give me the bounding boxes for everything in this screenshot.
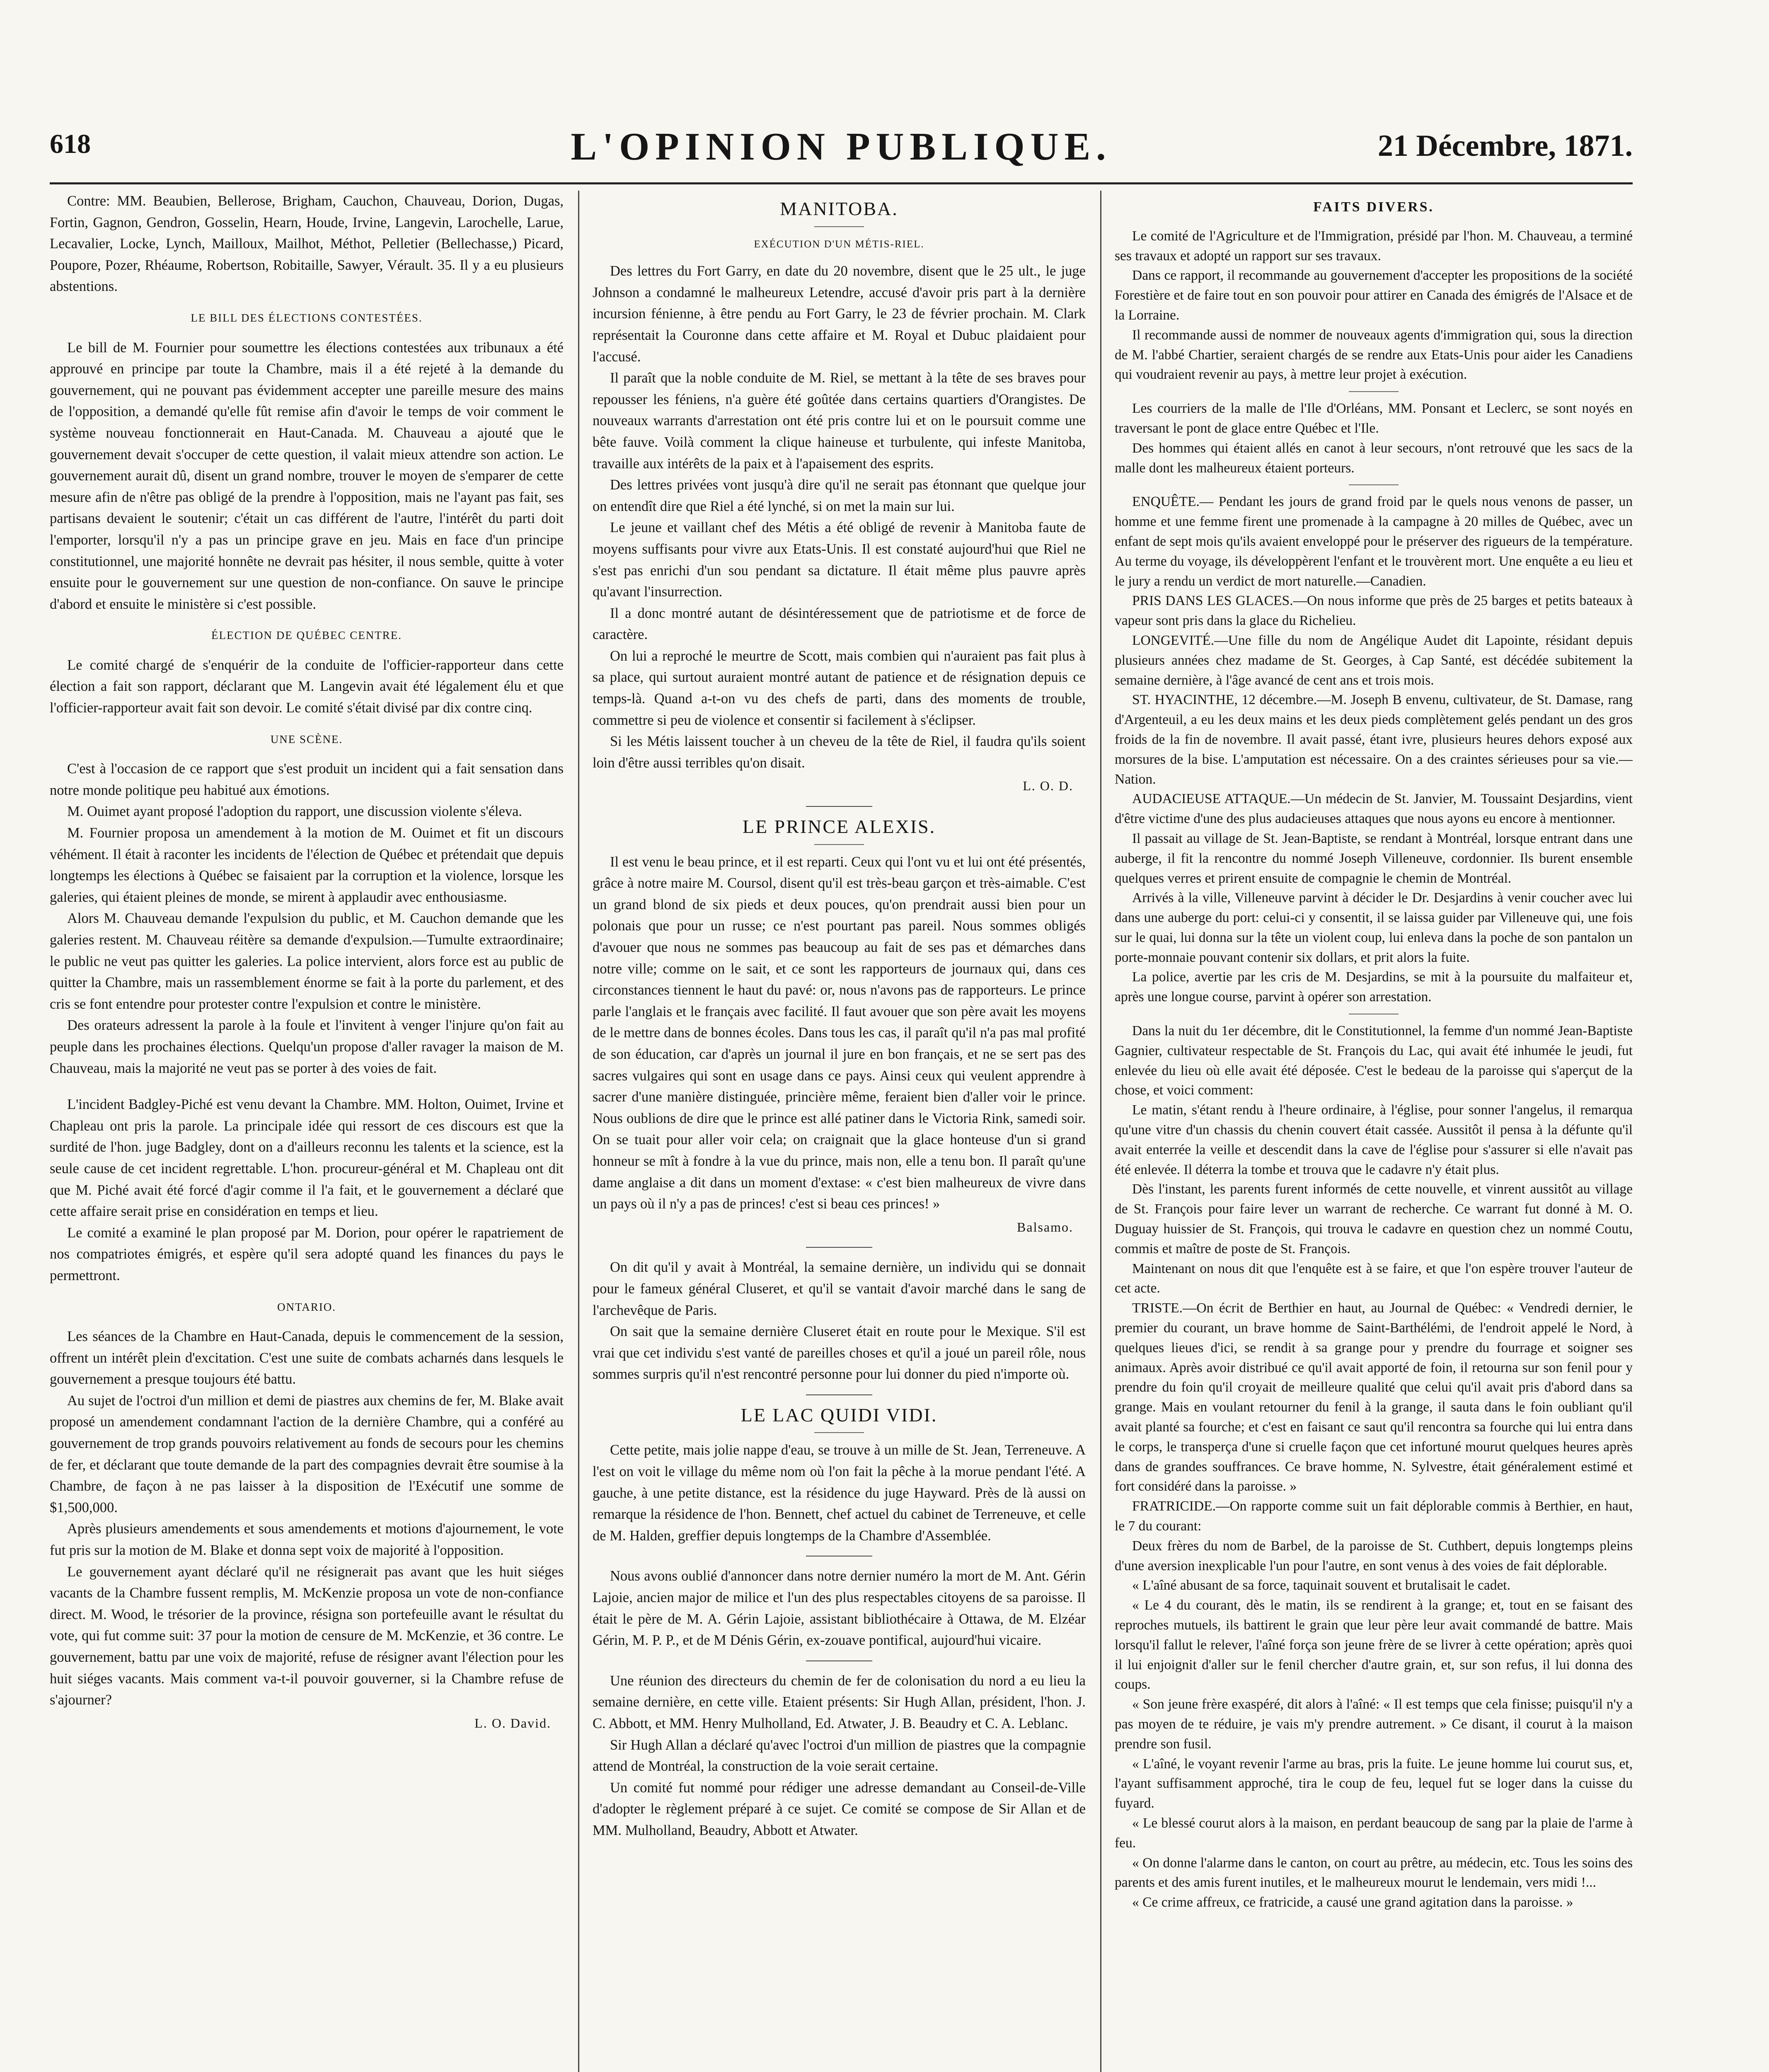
masthead	[50, 120, 1633, 178]
paragraph: Dans la nuit du 1er décembre, dit le Constitutionnel, la femme d'un nommé Jean-Baptiste Gagnier, cultivateur respectable de St. François du Lac, qui avait été inhumée le jeudi, fut enlevée du lieu où elle avait été déposée. C'est le bedeau de la paroisse qui s'aperçut de la chose, et voici comment:	[1115, 1023, 1633, 1098]
section-heading: LE LAC QUIDI VIDI.	[741, 1404, 938, 1426]
section-heading: LE BILL DES ÉLECTIONS CONTESTÉES.	[191, 311, 423, 324]
column-divider	[1100, 191, 1101, 2072]
page-number: 618	[50, 129, 91, 159]
paragraph: Sir Hugh Allan a déclaré qu'avec l'octroi d'un million de piastres que la compagnie attend de Montréal, la construction de la voie serait certaine.	[593, 1737, 1086, 1774]
paragraph: Le gouvernement ayant déclaré qu'il ne résignerait pas avant que les huit siéges vacants de la Chambre fussent remplis, M. McKenzie proposa un vote de non-confiance direct. M. Wood, le trésorier de la province, résigna son portefeuille avant le résultat du vote, qui fut comme suit: 37 pour la motion de censure de M. McKenzie, et 36 contre. Le gouvernement, battu par une voix de majorité, refuse de résigner avant l'élection pour les huit siéges vacants. Mais comment va-t-il pouvoir gouverner, si la Chambre refuse de s'ajourner?	[50, 1564, 564, 1708]
section-subheading: EXÉCUTION D'UN MÉTIS-RIEL.	[754, 238, 924, 250]
paragraph: M. Fournier proposa un amendement à la motion de M. Ouimet et fit un discours véhément. Il était à raconter les incidents de l'élection de Québec et prétendait que depuis longtemps les élections à Québec se faisaient par la corruption et la violence, lorsque les galeries, qui étaient pleines de monde, se mirent à applaudir avec enthousiasme.	[50, 825, 564, 905]
paragraph: Au sujet de l'octroi d'un million et demi de piastres aux chemins de fer, M. Blake avait proposé un amendement condamnant l'action de la dernière Chambre, qui a conféré au gouvernement de trop grands pouvoirs relativement au fonds de secours pour les chemins de fer, et déclarant que toute demande de la part des compagnies devrait être soumise à la Chambre, de façon à ne pas laisser à la disposition de l'Exécutif une somme de $1,500,000.	[50, 1392, 564, 1515]
paragraph: « Ce crime affreux, ce fratricide, a causé une grand agitation dans la paroisse. »	[1132, 1895, 1573, 1910]
paragraph: L'incident Badgley-Piché est venu devant la Chambre. MM. Holton, Ouimet, Irvine et Chapleau ont pris la parole. La principale idée qui ressort de ces discours est que la surdité de l'hon. juge Badgley, dont on a d'ailleurs reconnu les talents et la science, est la seule cause de cet incident regrettable. L'hon. procureur-général et M. Chapleau ont dit que M. Piché avait été forcé d'agir comme il l'a fait, et le gouvernement a déclaré que cette affaire serait prise en considération en temps et lieu.	[50, 1097, 564, 1220]
paragraph: Si les Métis laissent toucher à un cheveu de la tête de Riel, il faudra qu'ils soient loin d'être aussi terribles qu'on disait.	[593, 733, 1086, 771]
paragraph: Le comité chargé de s'enquérir de la conduite de l'officier-rapporteur dans cette élection a fait son rapport, déclarant que M. Langevin avait été légalement élu et que l'officier-rapporteur avait fait son devoir. Le comité s'était divisé par dix contre cinq.	[50, 657, 564, 716]
paragraph: AUDACIEUSE ATTAQUE.—Un médecin de St. Janvier, M. Toussaint Desjardins, vient d'être victime d'une des plus audacieuses attaques que nous ayons eu encore à mentionner.	[1115, 791, 1633, 827]
paragraph: Les séances de la Chambre en Haut-Canada, depuis le commencement de la session, offrent un intérêt plein d'excitation. C'est une suite de combats acharnés dans lesquels le gouvernement a presque toujours été battu.	[50, 1329, 564, 1387]
section-heading: FAITS DIVERS.	[1313, 199, 1434, 215]
paragraph: Des hommes qui étaient allés en canot à leur secours, n'ont retrouvé que les sacs de la malle dont les malheureux étaient porteurs.	[1115, 440, 1633, 476]
section-heading: ONTARIO.	[277, 1300, 336, 1313]
paragraph: Le matin, s'étant rendu à l'heure ordinaire, à l'église, pour sonner l'angelus, il remarqua qu'une vitre d'un chassis du chenin couvert était cassée. Aussitôt il pensa à la défunte qu'il avait enterrée la veille et descendit dans la cave de l'église pour s'assurer si elle n'avait pas été enlevée. Il déterra la tombe et trouva que le cadavre n'y était plus.	[1115, 1102, 1633, 1177]
paragraph: Il passait au village de St. Jean-Baptiste, se rendant à Montréal, lorsque entrant dans une auberge, il fit la rencontre du nommé Joseph Villeneuve, cordonnier. Ils burent ensemble quelques verres et prirent ensuite de compagnie le chemin de Montréal.	[1115, 830, 1633, 886]
paragraph: TRISTE.—On écrit de Berthier en haut, au Journal de Québec: « Vendredi dernier, le premier du courant, un brave homme de Saint-Barthélémi, de l'endroit appelé le Nord, à quelques lieues d'ici, se rendit à sa grange pour y prendre du fourrage et soigner ses animaux. Après avoir distribué ce qu'il avait apporté de foin, il retourna sur son fenil pour y prendre du foin qu'il croyait de meilleure qualité que celui qu'il avait pris d'abord dans sa grange. Mais en voulant retourner du fenil à la grange, il sauta dans le foin oubliant qu'il avait planté sa fourche; et c'est en faisant ce saut qu'il rencontra sa fourche qui lui entra dans le corps, le transperça d'une si cruelle façon que cet infortuné mourut quelques heures après dans de grandes souffrances. Ce brave homme, N. Sylvestre, était généralement estimé et fort considéré dans la paroisse. »	[1115, 1300, 1633, 1494]
column-1	[50, 191, 564, 2072]
paragraph: Après plusieurs amendements et sous amendements et motions d'ajournement, le vote fut pris sur la motion de M. Blake et donna sept voix de majorité à l'opposition.	[50, 1521, 564, 1559]
section-heading: ÉLECTION DE QUÉBEC CENTRE.	[211, 629, 402, 642]
column-divider	[578, 191, 579, 2072]
paragraph: Des orateurs adressent la parole à la foule et l'invitent à venger l'injure qu'on fait au peuple dans les prochaines élections. Quelqu'un propose d'aller ravager la maison de M. Chauveau, mais la majorité ne veut pas se porter à des voies de fait.	[50, 1017, 564, 1076]
paragraph: Dès l'instant, les parents furent informés de cette nouvelle, et vinrent aussitôt au village de St. François pour faire lever un warrant de recherche. Ce warrant fut donné à M. O. Duguay huissier de St. François, qui trouva le cadavre en question chez un nommé Coutu, commis et maître de poste de St. François.	[1115, 1181, 1633, 1256]
paragraph: Deux frères du nom de Barbel, de la paroisse de St. Cuthbert, depuis longtemps pleins d'une aversion inexplicable l'un pour l'autre, en sont venus à des voies de fait déplorable.	[1115, 1538, 1633, 1573]
paragraph: « On donne l'alarme dans le canton, on court au prêtre, au médecin, etc. Tous les soins des parents et des amis furent inutiles, et le malheureux mourut le lendemain, vers midi !...	[1115, 1855, 1633, 1890]
paragraph: Le jeune et vaillant chef des Métis a été obligé de revenir à Manitoba faute de moyens suffisants pour vivre aux Etats-Unis. Il est constaté aujourd'hui que Riel ne s'est pas enrichi d'un sou pendant sa dictature. Il était même plus pauvre après qu'avant l'insurrection.	[593, 520, 1086, 600]
paragraph: Une réunion des directeurs du chemin de fer de colonisation du nord a eu lieu la semaine dernière, en cette ville. Etaient présents: Sir Hugh Allan, président, l'hon. J. C. Abbott, et MM. Henry Mulholland, Ed. Atwater, J. B. Beaudry et C. A. Leblanc.	[593, 1673, 1086, 1731]
author-signature: L. O. D.	[1023, 778, 1073, 794]
paragraph: Alors M. Chauveau demande l'expulsion du public, et M. Cauchon demande que les galeries restent. M. Chauveau réitère sa demande d'expulsion.—Tumulte extraordinaire; le public ne veut pas quitter les galeries. La police intervient, alors force est au public de quitter la Chambre, mais un rassemblement énorme se fait à la porte du parlement, et des cris se font entendre pour protester contre l'expulsion et contre le ministère.	[50, 910, 564, 1012]
paragraph: PRIS DANS LES GLACES.—On nous informe que près de 25 barges et petits bateaux à vapeur sont pris dans la glace du Richelieu.	[1115, 593, 1633, 629]
paragraph: C'est à l'occasion de ce rapport que s'est produit un incident qui a fait sensation dans notre monde politique peu habitué aux émotions.	[50, 761, 564, 798]
paragraph: Les courriers de la malle de l'Ile d'Orléans, MM. Ponsant et Leclerc, se sont noyés en traversant le pont de glace entre Québec et l'Ile.	[1115, 401, 1633, 436]
author-signature: Balsamo.	[1017, 1219, 1073, 1234]
paragraph: Des lettres du Fort Garry, en date du 20 novembre, disent que le 25 ult., le juge Johnson a condamné le malheureux Letendre, accusé d'avoir pris part à la dernière incursion fénienne, à être pendu au Fort Garry, le 23 de février prochain. M. Clark représentait la Couronne dans cette affaire et M. Royal et Dubuc plaidaient pour l'accusé.	[593, 263, 1086, 365]
column-3	[1115, 191, 1633, 2072]
paragraph: « L'aîné abusant de sa force, taquinait souvent et brutalisait le cadet.	[1132, 1578, 1510, 1593]
paragraph: Il a donc montré autant de désintéressement que de patriotisme et de force de caractère.	[593, 605, 1086, 643]
section-heading: LE PRINCE ALEXIS.	[742, 816, 936, 838]
paragraph: Le comité a examiné le plan proposé par M. Dorion, pour opérer le rapatriement de nos compatriotes émigrés, et espère qu'il sera adopté quand les finances du pays le permettront.	[50, 1225, 564, 1283]
paragraph: FRATRICIDE.—On rapporte comme suit un fait déplorable commis à Berthier, en haut, le 7 du courant:	[1115, 1498, 1633, 1534]
paragraph: La police, avertie par les cris de M. Desjardins, se mit à la poursuite du malfaiteur et, après une longue course, parvint à opérer son arrestation.	[1115, 969, 1633, 1005]
paragraph: ST. HYACINTHE, 12 décembre.—M. Joseph B envenu, cultivateur, de St. Damase, rang d'Argenteuil, a eu les deux mains et les deux pieds complètement gelés pendant un des gros froids de la fin de novembre. Il avait passé, étant ivre, plusieurs heures dehors exposé aux morsures de la bise. L'amputation est nécessaire. On a des craintes sérieuses pour sa vie.—Nation.	[1115, 692, 1633, 787]
paragraph: Le comité de l'Agriculture et de l'Immigration, présidé par l'hon. M. Chauveau, a terminé ses travaux et adopté un rapport sur ses travaux.	[1115, 228, 1633, 264]
paragraph: Des lettres privées vont jusqu'à dire qu'il ne serait pas étonnant que quelque jour on entendît dire que Riel a été lynché, si on met la main sur lui.	[593, 477, 1086, 514]
paragraph: M. Ouimet ayant proposé l'adoption du rapport, une discussion violente s'éleva.	[67, 804, 523, 820]
paragraph: Il recommande aussi de nommer de nouveaux agents d'immigration qui, sous la direction de M. l'abbé Chartier, seraient chargés de se rendre aux Etats-Unis pour aider les Canadiens qui voudraient revenir au pays, à mettre leur projet à exécution.	[1115, 327, 1633, 382]
paragraph: « Le blessé courut alors à la maison, en perdant beaucoup de sang par la plaie de l'arme à feu.	[1115, 1815, 1633, 1851]
paragraph: Il paraît que la noble conduite de M. Riel, se mettant à la tête de ses braves pour repousser les féniens, n'a guère été goûtée dans certains quartiers d'Orangistes. De nouveaux warrants d'arrestation ont été pris contre lui et on le poursuit comme une bête fauve. Voilà comment la clique haineuse et turbulente, qui infeste Manitoba, travaille aux intérêts de la paix et à l'apaisement des esprits.	[593, 370, 1086, 472]
paragraph: Maintenant on nous dit que l'enquête est à se faire, et que l'on espère trouver l'auteur de cet acte.	[1115, 1261, 1633, 1296]
author-signature: L. O. David.	[474, 1715, 551, 1731]
paragraph: Nous avons oublié d'annoncer dans notre dernier numéro la mort de M. Ant. Gérin Lajoie, ancien major de milice et l'un des plus respectables citoyens de sa paroisse. Il était le père de M. A. Gérin Lajoie, assistant bibliothécaire à Ottawa, de M. Elzéar Gérin, M. P. P., et de M Dénis Gérin, ex-zouave pontifical, aujourd'hui vicaire.	[593, 1568, 1086, 1648]
paragraph: On lui a reproché le meurtre de Scott, mais combien qui n'auraient pas fait plus à sa place, qui surtout auraient montré autant de patience et de résignation depuis ce temps-là. Quand a-t-on vu des chefs de parti, dans des moments de trouble, commettre si peu de violence et consentir si facilement à s'éclipser.	[593, 648, 1086, 728]
paragraph: Un comité fut nommé pour rédiger une adresse demandant au Conseil-de-Ville d'adopter le règlement préparé à ce sujet. Ce comité se compose de Sir Allan et de MM. Mulholland, Beaudry, Abbott et Atwater.	[593, 1779, 1086, 1838]
column-2	[593, 191, 1086, 2072]
paragraph: ENQUÊTE.— Pendant les jours de grand froid par le quels nous venons de passer, un homme et une femme firent une promenade à la campagne à 20 milles de Québec, avec un enfant de sept mois qu'ils avaient enveloppé pour le préserver des rigueurs de la température. Au terme du voyage, ils développèrent l'enfant et le trouvèrent mort. Une enquête a eu lieu et le jury a rendu un verdict de mort naturelle.—Canadien.	[1115, 494, 1633, 589]
paragraph: On dit qu'il y avait à Montréal, la semaine dernière, un individu qui se donnait pour le fameux général Cluseret, et qu'il se vantait d'avoir marché dans le sang de l'archevêque de Paris.	[593, 1259, 1086, 1318]
paragraph: Dans ce rapport, il recommande au gouvernement d'accepter les propositions de la société Forestière et de faire tout en son pouvoir pour attirer en Canada des émigrés de l'Alsace et de la Lorraine.	[1115, 268, 1633, 323]
issue-date: 21 Décembre, 1871.	[1377, 129, 1633, 163]
section-heading: MANITOBA.	[780, 198, 898, 219]
section-heading: UNE SCÈNE.	[270, 733, 343, 746]
paragraph: LONGEVITÉ.—Une fille du nom de Angélique Audet dit Lapointe, résidant depuis plusieurs années chez madame de St. Georges, à Cap Santé, est décédée subitement la semaine dernière, à l'âge avancé de cent ans et trois mois.	[1115, 632, 1633, 688]
paragraph: « L'aîné, le voyant revenir l'arme au bras, pris la fuite. Le jeune homme lui courut sus, et, l'ayant suffisamment approché, tira le coup de feu, lequel fut se loger dans la cuisse du fuyard.	[1115, 1756, 1633, 1811]
paragraph: « Son jeune frère exaspéré, dit alors à l'aîné: « Il est temps que cela finisse; puisqu'il n'y a pas moyen de te réduire, je vais m'y prendre autrement. » Ce disant, il courut à la maison prendre son fusil.	[1115, 1697, 1633, 1752]
paragraph: Cette petite, mais jolie nappe d'eau, se trouve à un mille de St. Jean, Terreneuve. A l'est on voit le village du même nom où l'on fait la pêche à la morue pendant l'été. A gauche, à une petite distance, est la résidence du juge Hayward. Près de là aussi on remarque la résidence de l'hon. Bennett, chef actuel du cabinet de Terreneuve, et celle de M. Halden, greffier depuis longtemps de la Chambre d'Assemblée.	[593, 1442, 1086, 1544]
paragraph: Le bill de M. Fournier pour soumettre les élections contestées aux tribunaux a été approuvé en principe par toute la Chambre, mais il a été rejeté à la demande du gouvernement, qui ne pouvant pas évidemment accepter une pareille mesure des mains de l'opposition, a demandé qu'elle fût remise afin d'avoir le temps de voir comment le système nouveau fonctionnerait en Haut-Canada. M. Chauveau a ajouté que le gouvernement devait s'occuper de cette question, il valait mieux attendre son action. Le gouvernement aurait dû, disent un grand nombre, trouver le moyen de s'emparer de cette mesure afin de n'être pas obligé de la prendre à l'opposition, mais ne l'ayant pas fait, ses partisans devaient le soutenir; c'était un cas différent de l'autre, l'intérêt du parti doit l'emporter, lorsqu'il n'y a pas un principe grave en jeu. Mais en face d'un principe constitutionnel, une majorité honnête ne devrait pas hésiter, il nous semble, quitte à voter ensuite pour le gouvernement sur une question de non-confiance. On sauve le principe d'abord et ensuite le ministère si c'est possible.	[50, 339, 564, 612]
paragraph: « Le 4 du courant, dès le matin, ils se rendirent à la grange; et, tout en se faisant des reproches mutuels, ils battirent le grain que leur père leur avait commandé de battre. Mais lorsqu'il fallut le relever, l'aîné força son jeune frère de se livrer à cette opération; après quoi il lui enjoignit d'aller sur le fenil chercher d'autre grain, et, sur son refus, il lui donna des coups.	[1115, 1598, 1633, 1692]
paragraph: Contre: MM. Beaubien, Bellerose, Brigham, Cauchon, Chauveau, Dorion, Dugas, Fortin, Gagnon, Gendron, Gosselin, Hearn, Houde, Irvine, Langevin, Larochelle, Larue, Lecavalier, Locke, Lynch, Mailloux, Mailhot, Méthot, Pelletier (Bellechasse,) Picard, Poupore, Pozer, Rhéaume, Robertson, Robitaille, Sawyer, Vérault. 35. Il y a eu plusieurs abstentions.	[50, 193, 564, 295]
paragraph: On sait que la semaine dernière Cluseret était en route pour le Mexique. S'il est vrai que cet individu s'est vanté de pareilles choses et qu'il a joué un pareil rôle, nous sommes surpris qu'il n'est rencontré personne pour lui donner du pied n'importe où.	[593, 1324, 1086, 1382]
paragraph: Arrivés à la ville, Villeneuve parvint à décider le Dr. Desjardins à venir coucher avec lui dans une auberge du port: celui-ci y consentit, il se laissa guider par Villeneuve qui, une fois sur le quai, lui donna sur la tête un violent coup, lui enleva dans la poche de son pantalon un porte-monnaie pouvant contenir six dollars, et prit alors la fuite.	[1115, 890, 1633, 965]
masthead-rule	[50, 182, 1633, 184]
paragraph: Il est venu le beau prince, et il est reparti. Ceux qui l'ont vu et lui ont été présentés, grâce à notre maire M. Coursol, disent qu'il est très-beau garçon et très-aimable. C'est un grand blond de six pieds et deux pouces, qu'on prendrait aussi bien pour un polonais que pour un russe; ce n'est pourtant pas pareil. Nous sommes obligés d'avouer que nous ne sommes pas beaucoup au fait de ses pas et démarches dans notre ville; comme on le sait, et ce sont les rapporteurs de journaux qui, dans ces circonstances tiennent le haut du pavé: or, nous n'avons pas de rapporteurs. Le prince parle l'anglais et le français avec facilité. Il faut avouer que son père avait les moyens de le mettre dans de bonnes écoles. Dans tous les cas, il paraît qu'il n'a pas mal profité de son éducation, car d'après un journal il jure en bon français, et ne se sert pas des sacres vulgaires qui sont en usage dans ce pays. Ainsi ceux qui veulent apprendre à sacrer d'une manière distinguée, princière même, feraient bien d'aller voir le prince. Nous oublions de dire que le prince est allé patiner dans le Victoria Rink, samedi soir. On se tuait pour aller voir cela; on craignait que la glace honteuse d'un si grand honneur se mît à fondre à la vue du prince, mais non, elle a tenu bon. Il paraît qu'une dame anglaise a dit dans un moment d'extase: « c'est bien malheureux de vivre dans un pays où il n'y a pas de princes! c'est si beau ces princes! »	[593, 854, 1086, 1212]
newspaper-title: L'OPINION PUBLIQUE.	[571, 125, 1112, 168]
